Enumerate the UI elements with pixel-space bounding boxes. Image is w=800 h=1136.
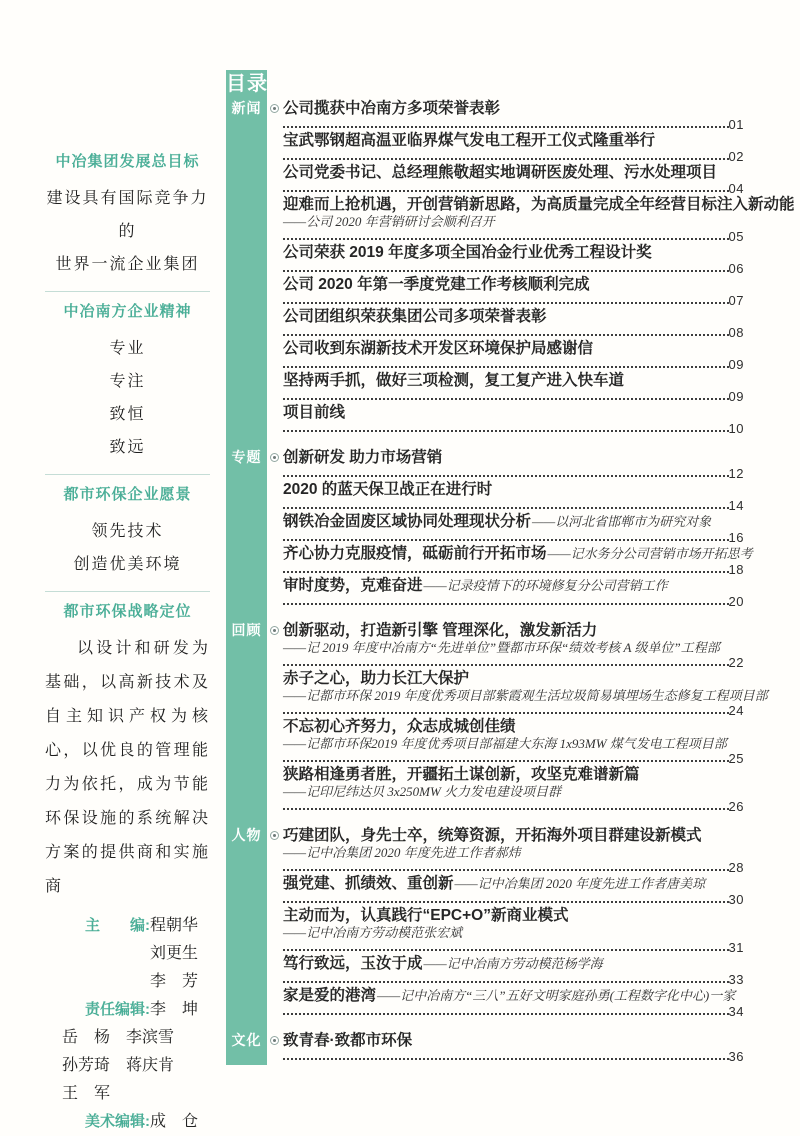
dotted-leader (283, 1013, 729, 1015)
section-entries (283, 826, 744, 1018)
leader-row (283, 118, 744, 131)
page-number: 07 (728, 293, 744, 308)
leader-row (283, 422, 744, 435)
leader-row (283, 150, 744, 163)
leader-row (283, 595, 744, 608)
entry-title: 公司收到东湖新技术开发区环境保护局感谢信 (283, 340, 594, 357)
dotted-leader (283, 190, 729, 192)
dotted-leader (283, 430, 729, 432)
editorial-role-label: 主 编: (85, 917, 150, 934)
toc-entry (283, 544, 753, 577)
editorial-row (45, 1052, 210, 1080)
dotted-leader (283, 270, 729, 272)
entry-title: 家是爱的港湾 (283, 987, 377, 1004)
dotted-leader (283, 126, 729, 128)
entry-title-line (283, 403, 744, 422)
entry-title-line (283, 986, 744, 1005)
toc-entry (283, 669, 768, 718)
dotted-leader (283, 949, 729, 951)
toc-entry (283, 576, 744, 608)
editorial-row (45, 996, 210, 1024)
entry-title: 赤子之心，助力长江大保护 (283, 670, 470, 687)
bullet-dot (273, 107, 276, 110)
sidebar-block (45, 302, 210, 464)
sidebar-line: 致远 (109, 439, 146, 456)
sidebar-block-heading: 中冶集团发展总目标 (55, 153, 200, 170)
divider (45, 291, 210, 292)
sidebar-line: 建设具有国际竞争力的 (46, 190, 209, 240)
dotted-leader (283, 760, 729, 762)
editorial-name: 成 仓 (150, 1113, 199, 1130)
page-number: 20 (728, 594, 744, 609)
leader-row (283, 893, 744, 906)
editorial-row (45, 1080, 210, 1108)
toc-entry (283, 874, 744, 906)
section-entries (283, 99, 795, 436)
section-label-column (226, 826, 283, 1018)
editorial-row (45, 1024, 210, 1052)
page-number: 28 (728, 860, 744, 875)
sidebar-block-heading: 都市环保战略定位 (63, 603, 192, 620)
editorial-row (45, 912, 210, 940)
entry-title: 项目前线 (283, 404, 346, 421)
toc-entry (283, 986, 744, 1018)
leader-row (283, 973, 744, 986)
entry-subtitle: ——记 2019 年度中冶南方“先进单位”暨都市环保“绩效考核 A 级单位”工程部 (283, 640, 720, 655)
section-bullet-icon (270, 626, 279, 635)
entry-subtitle: ——公司 2020 年营销研讨会顺利召开 (283, 214, 495, 229)
editorial-role-label: 美术编辑: (85, 1113, 150, 1130)
toc-entry (283, 99, 744, 131)
entry-title: 主动而为，认真践行“EPC+O”新商业模式 (283, 907, 569, 924)
section-entries (283, 1031, 744, 1063)
dotted-leader (283, 664, 729, 666)
entry-subtitle-inline: ——以河北省邯郸市为研究对象 (532, 514, 712, 529)
entry-title-line (283, 195, 795, 214)
dotted-leader (283, 238, 729, 240)
dotted-leader (283, 869, 729, 871)
entry-title: 狭路相逢勇者胜，开疆拓土谋创新，攻坚克难谱新篇 (283, 766, 640, 783)
leader-row (283, 326, 744, 339)
sidebar-line: 创造优美环境 (73, 556, 182, 573)
page-number: 30 (728, 892, 744, 907)
entry-title-line (283, 826, 744, 845)
entry-title: 创新驱动，打造新引擎 管理深化，激发新活力 (283, 622, 598, 639)
sidebar-block-heading: 都市环保企业愿景 (63, 486, 192, 503)
editorial-name: 岳 杨 李滨雪 (62, 1029, 175, 1046)
entry-title-line (283, 717, 744, 736)
sidebar (45, 152, 210, 1136)
entry-title: 审时度势，克难奋进 (283, 577, 423, 594)
page-number: 12 (728, 466, 744, 481)
entry-title-line (283, 131, 744, 150)
editorial-row (45, 1108, 210, 1136)
section-label: 新闻 (231, 100, 262, 116)
entry-subtitle-inline: ——记水务分公司营销市场开拓思考 (547, 546, 753, 561)
leader-row (283, 1005, 744, 1018)
page-number: 22 (728, 655, 744, 670)
entry-title: 钢铁冶金固废区域协同处理现状分析 (283, 513, 532, 530)
editorial-name: 李 坤 (150, 1001, 199, 1018)
editorial-list (45, 912, 210, 1136)
entry-title: 巧建团队，身先士卒，统筹资源，开拓海外项目群建设新模式 (283, 827, 702, 844)
toc-entry (283, 195, 795, 244)
toc-page-title: 目录 (226, 73, 268, 95)
toc-entry (283, 1031, 744, 1063)
toc-entry (283, 307, 744, 339)
entry-subtitle-inline: ——记中冶南方“三八”五好文明家庭孙勇(工程数字化中心)一家 (377, 988, 736, 1003)
entry-title-line (283, 480, 744, 499)
toc-section (226, 99, 795, 436)
toc-entry (283, 243, 744, 275)
page-number: 34 (728, 1004, 744, 1019)
entry-title-line (283, 448, 744, 467)
entry-title: 创新研发 助力市场营销 (283, 449, 443, 466)
section-label-column (226, 1031, 283, 1063)
entry-title: 公司揽获中冶南方多项荣誉表彰 (283, 100, 501, 117)
section-label: 文化 (231, 1032, 262, 1048)
page-number: 26 (728, 799, 744, 814)
page-number: 18 (728, 562, 744, 577)
entry-title: 坚持两手抓，做好三项检测，复工复产进入快车道 (283, 372, 625, 389)
toc-entry (283, 448, 744, 480)
entry-title: 公司荣获 2019 年度多项全国冶金行业优秀工程设计奖 (283, 244, 652, 261)
leader-row (283, 182, 744, 195)
bullet-dot (273, 1039, 276, 1042)
entry-title: 公司团组织荣获集团公司多项荣誉表彰 (283, 308, 547, 325)
dotted-leader (283, 334, 729, 336)
dotted-leader (283, 571, 729, 573)
editorial-row (45, 968, 210, 996)
editorial-row (45, 940, 210, 968)
dotted-leader (283, 398, 729, 400)
entry-title-line (283, 669, 744, 688)
entry-title: 笃行致远，玉汝于成 (283, 955, 423, 972)
entry-subtitle-inline: ——记中冶集团 2020 年度先进工作者唐美琼 (454, 876, 706, 891)
section-label-column (226, 621, 283, 813)
toc-entry (283, 717, 744, 765)
entry-title-line (283, 544, 753, 563)
dotted-leader (283, 712, 729, 714)
dotted-leader (283, 475, 729, 477)
editorial-name: 刘更生 (150, 945, 199, 962)
section-label-column (226, 448, 283, 608)
leader-row (283, 390, 744, 403)
section-label-column (226, 99, 283, 435)
bullet-dot (273, 456, 276, 459)
section-label: 回顾 (231, 622, 262, 638)
entry-title-line (283, 1031, 744, 1050)
entry-title-line (283, 339, 744, 358)
toc-sections (226, 99, 795, 1076)
dotted-leader (283, 507, 729, 509)
page-number: 36 (728, 1049, 744, 1064)
bullet-dot (273, 629, 276, 632)
sidebar-line: 专注 (109, 373, 146, 390)
sidebar-line: 世界一流企业集团 (55, 256, 200, 273)
section-bullet-icon (270, 831, 279, 840)
sidebar-block-lines (45, 515, 210, 581)
toc-section (226, 448, 753, 609)
page-number: 04 (728, 181, 744, 196)
dotted-leader (283, 603, 729, 605)
toc-entry (283, 954, 744, 986)
leader-row (283, 656, 744, 669)
entry-title: 公司党委书记、总经理熊敬超实地调研医废处理、污水处理项目 (283, 164, 718, 181)
toc-entry (283, 275, 744, 307)
dotted-leader (283, 366, 729, 368)
toc-entry (283, 339, 744, 371)
toc-entry (283, 621, 744, 669)
entry-title-line (283, 275, 744, 294)
entry-title: 公司 2020 年第一季度党建工作考核顺利完成 (283, 276, 590, 293)
page-number: 14 (728, 498, 744, 513)
entry-title-line (283, 874, 744, 893)
dotted-leader (283, 901, 729, 903)
page-number: 02 (728, 149, 744, 164)
page-number: 25 (728, 751, 744, 766)
sidebar-block (45, 152, 210, 281)
entry-title: 2020 的蓝天保卫战正在进行时 (283, 481, 493, 498)
section-label: 专题 (231, 449, 262, 465)
entry-subtitle: ——记中冶集团 2020 年度先进工作者郝炜 (283, 845, 521, 860)
page-number: 09 (728, 389, 744, 404)
entry-title: 迎难而上抢机遇，开创营销新思路，为高质量完成全年经营目标注入新动能 (283, 196, 795, 213)
editorial-name: 程朝华 (150, 917, 199, 934)
leader-row (283, 358, 744, 371)
toc-entry (283, 371, 744, 403)
editorial-name: 李 芳 (150, 973, 199, 990)
leader-row (283, 531, 744, 544)
dotted-leader (283, 981, 729, 983)
section-bullet-icon (270, 104, 279, 113)
entry-title-line (283, 163, 744, 182)
entry-title-line (283, 621, 744, 640)
entry-subtitle: ——记都市环保2019 年度优秀项目部福建大东海 1x93MW 煤气发电工程项目部 (283, 736, 727, 751)
page-number: 09 (728, 357, 744, 372)
toc-entry (283, 826, 744, 874)
section-label: 人物 (231, 827, 262, 843)
entry-title-line (283, 99, 744, 118)
page-number: 16 (728, 530, 744, 545)
sidebar-block (45, 602, 210, 904)
leader-row (283, 704, 744, 717)
page-number: 08 (728, 325, 744, 340)
leader-row (283, 230, 744, 243)
section-bullet-icon (270, 453, 279, 462)
entry-subtitle: ——记中冶南方劳动模范张宏斌 (283, 925, 463, 940)
sidebar-line: 致恒 (109, 406, 146, 423)
page-number: 33 (728, 972, 744, 987)
entry-title-line (283, 243, 744, 262)
leader-row (283, 467, 744, 480)
entry-title: 不忘初心齐努力，众志成城创佳绩 (283, 718, 516, 735)
leader-row (283, 294, 744, 307)
leader-row (283, 800, 744, 813)
sidebar-block-lines (45, 332, 210, 464)
sidebar-line: 专业 (109, 340, 146, 357)
toc-entry (283, 163, 744, 195)
entry-title: 宝武鄂钢超高温亚临界煤气发电工程开工仪式隆重举行 (283, 132, 656, 149)
toc-section (226, 826, 744, 1018)
leader-row (283, 752, 744, 765)
page-number: 31 (728, 940, 744, 955)
leader-row (283, 1050, 744, 1063)
page-number: 01 (728, 117, 744, 132)
toc-section (226, 621, 768, 814)
entry-subtitle: ——记印尼纬达贝 3x250MW 火力发电建设项目群 (283, 784, 562, 799)
toc-section (226, 1031, 744, 1063)
toc-entry (283, 480, 744, 512)
toc-entry (283, 906, 744, 954)
editorial-role-label: 责任编辑: (85, 1001, 150, 1018)
section-entries (283, 448, 753, 609)
toc-entry (283, 131, 744, 163)
entry-title: 致青春·致都市环保 (283, 1032, 413, 1049)
leader-row (283, 941, 744, 954)
page-number: 24 (728, 703, 744, 718)
sidebar-block-lines (45, 182, 210, 281)
leader-row (283, 262, 744, 275)
editorial-name: 王 军 (62, 1085, 111, 1102)
section-bullet-icon (270, 1036, 279, 1045)
toc-entry (283, 512, 744, 544)
dotted-leader (283, 158, 729, 160)
entry-subtitle-inline: ——记录疫情下的环境修复分公司营销工作 (423, 578, 668, 593)
page-number: 06 (728, 261, 744, 276)
toc-entry (283, 765, 744, 813)
dotted-leader (283, 808, 729, 810)
editorial-name: 孙芳琦 蒋庆肯 (62, 1057, 175, 1074)
toc-entry (283, 403, 744, 435)
sidebar-block (45, 485, 210, 581)
sidebar-block-paragraph: 以设计和研发为基础，以高新技术及自主知识产权为核心，以优良的管理能力为依托，成为节能环保设施的系统解决方案的提供商和实施商 (45, 640, 210, 895)
entry-title: 齐心协力克服疫情，砥砺前行开拓市场 (283, 545, 547, 562)
dotted-leader (283, 539, 729, 541)
leader-row (283, 861, 744, 874)
section-entries (283, 621, 768, 814)
page-number: 10 (728, 421, 744, 436)
entry-subtitle: ——记都市环保 2019 年度优秀项目部紫霞观生活垃圾简易填埋场生态修复工程项目部 (283, 688, 768, 703)
dotted-leader (283, 302, 729, 304)
dotted-leader (283, 1058, 729, 1060)
bullet-dot (273, 834, 276, 837)
divider (45, 591, 210, 592)
entry-title-line (283, 307, 744, 326)
entry-title-line (283, 906, 744, 925)
entry-subtitle-inline: ——记中冶南方劳动模范杨学海 (423, 956, 603, 971)
entry-title-line (283, 512, 744, 531)
page-number: 05 (728, 229, 744, 244)
entry-title-line (283, 371, 744, 390)
sidebar-line: 领先技术 (91, 523, 164, 540)
leader-row (283, 499, 744, 512)
entry-title: 强党建、抓绩效、重创新 (283, 875, 454, 892)
divider (45, 474, 210, 475)
entry-title-line (283, 954, 744, 973)
entry-title-line (283, 765, 744, 784)
leader-row (283, 563, 744, 576)
sidebar-block-heading: 中冶南方企业精神 (63, 303, 192, 320)
entry-title-line (283, 576, 744, 595)
